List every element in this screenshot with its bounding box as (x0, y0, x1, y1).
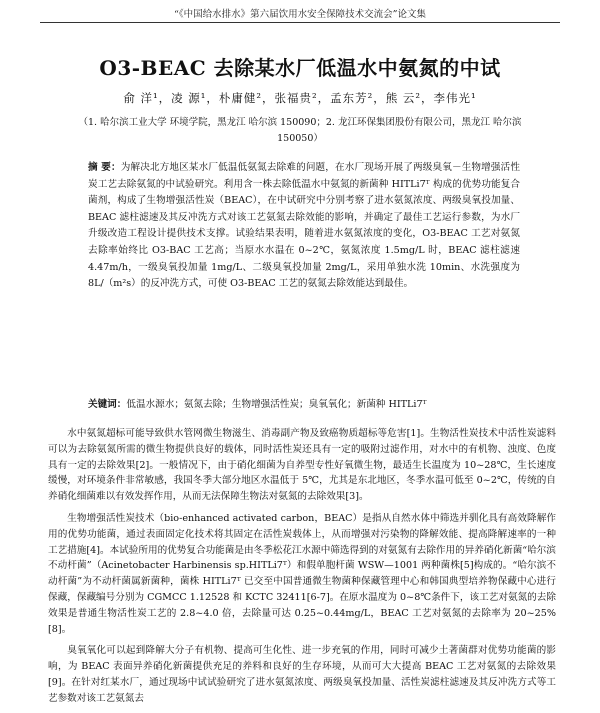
abstract-text: 为解决北方地区某水厂低温低氨氮去除难的问题，在水厂现场开展了两级臭氧－生物增强活性炭工艺去除氨氮的中试验研究。利用含一株去除低温水中氨氮的新菌种 HITLi7ᵀ 构成的优势功能复合菌剂，构成了生物增强活性炭（BEAC），在中试研究中分别考察了进水氨氮浓度、两级臭氧投加量、BEAC 滤柱滤速及其反冲洗方式对该工艺氨氮去除效能的影响，并确定了最佳工艺运行参数，为水厂升级改造工程设计提供技术支撑。试验结果表明，随着进水氨氮浓度的变化，O3-BEAC 工艺对氨氮去除率始终比 O3-BAC 工艺高；当原水水温在 0~2℃，氨氮浓度 1.5mg/L 时，BEAC 滤柱滤速 4.47m/h，一级臭氧投加量 1mg/L、二级臭氧投加量 2mg/L，采用单独水洗 10min、水洗强度为 8L/（m²s）的反冲洗方式，可使 O3-BEAC 工艺的氨氮去除效能达到最佳。 (88, 162, 520, 290)
keywords-text: 低温水源水；氨氮去除；生物增强活性炭；臭氧氧化；新菌种 HITLi7ᵀ (126, 399, 427, 410)
paragraph: 臭氧氧化可以起到降解大分子有机物、提高可生化性、进一步充氧的作用，同时可减少土著菌群对优势功能菌的影响，为 BEAC 表面异养硝化新菌提供充足的养料和良好的生存环境，从而可大大提高 BEAC 工艺对氨氮的去除效果[9]。在针对红某水厂，通过现场中试试验研究了进水氨氮浓度、两级臭氧投加量、活性炭滤柱滤速及其反冲洗方式等工艺参数对该工艺氨氮去 (48, 645, 556, 704)
abstract-label: 摘 要： (88, 162, 121, 173)
paragraph: 水中氨氮超标可能导致供水管网微生物滋生、消毒副产物及致癌物质超标等危害[1]。生物活性炭技术中活性炭滤料可以为去除氨氮所需的微生物提供良好的载体，同时活性炭还具有一定的吸附过滤作用，对水中的有机物、浊度、色度具有一定的去除效果[2]。一般情况下，由于硝化细菌为自养型专性好氧微生物，最适生长温度为 10~28℃，生长速度缓慢，对环境条件非常敏感，我国冬季大部分地区水温低于 5℃，尤其是东北地区，冬季水温可低至 0~2℃，传统的自养硝化细菌难以有效发挥作用，从而无法保障生物法对氨氮的去除效果[3]。 (48, 428, 556, 503)
keywords (88, 398, 520, 412)
affiliation: （1. 哈尔滨工业大学 环境学院，黑龙江 哈尔滨 150090；2. 龙江环保集团股份有限公司，黑龙江 哈尔滨 150050） (78, 117, 522, 144)
running-header: “《中国给水排水》第六届饮用水安全保障技术交流会”论文集 (40, 6, 560, 23)
keywords-label: 关键词： (88, 399, 127, 410)
paragraph: 生物增强活性炭技术（bio-enhanced activated carbon，BEAC）是指从自然水体中筛选并驯化具有高效降解作用的优势功能菌，通过表面固定化技术将其固定在活性炭载体上，从而增强对污染物的降解效能、提高降解速率的一种工艺措施[4]。本试验所用的优势复合功能菌是由冬季松花江水源中筛选得到的对氨氮有去除作用的异养硝化新菌“哈尔滨不动杆菌”（Acinetobacter Harbinensis sp.HITLi7ᵀ）和假单胞杆菌 WSW—1001 两种菌株[5]构成的。“哈尔滨不动杆菌”为不动杆菌属新菌种，菌株 HITLi7ᵀ 已交至中国普通微生物菌种保藏管理中心和韩国典型培养物保藏中心进行保藏，保藏编号分别为 CGMCC 1.12528 和 KCTC 32411[6-7]。在原水温度为 0~8℃条件下，该工艺对氨氮的去除效果是普通生物活性炭工艺的 2.8~4.0 倍，去除量可达 0.25~0.44mg/L，BEAC 工艺对氨氮的去除率为 20~25%[8]。 (48, 512, 556, 635)
author-list: 俞 洋¹，凌 源¹，朴庸健²，张福贵²，孟东芳²，熊 云²，李伟光¹ (123, 91, 477, 105)
paper-title: O3-BEAC 去除某水厂低温水中氨氮的中试 (99, 56, 501, 80)
abstract (88, 160, 520, 293)
